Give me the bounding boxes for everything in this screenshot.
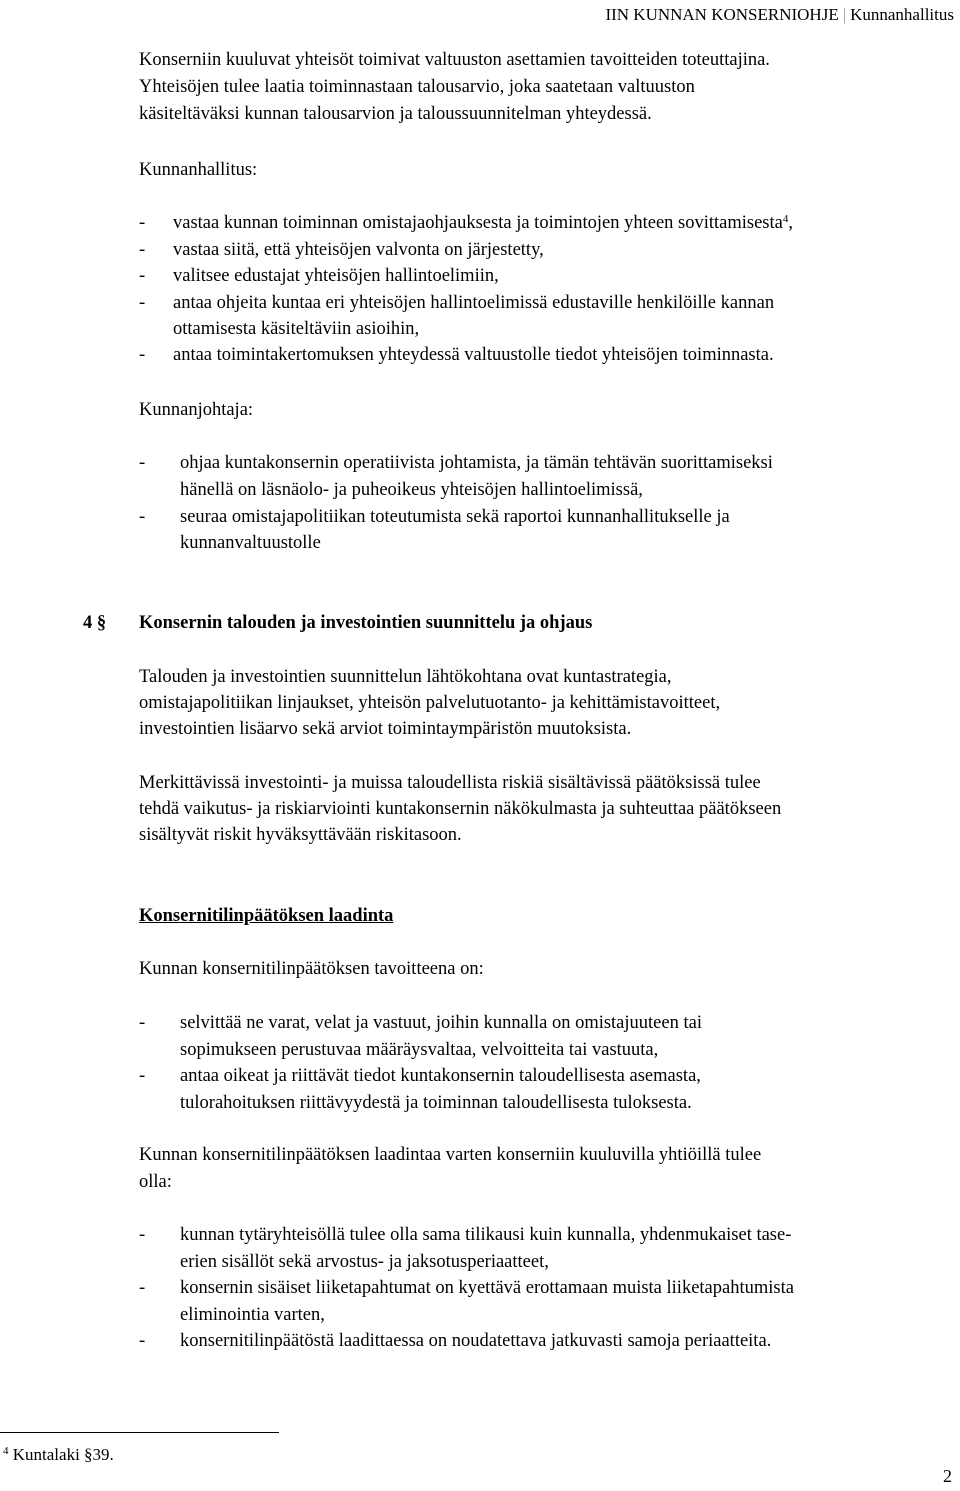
list-dash: - [139,345,146,365]
list-item-text: konsernitilinpäätöstä laadittaessa on noudatettava jatkuvasti samoja periaatteita. [180,1331,772,1351]
footnote-number: 4 [3,1445,9,1457]
list-item-text: vastaa kunnan toiminnan omistajaohjauksesta ja toimintojen yhteen sovittamisesta$^4$, [173,213,793,233]
list-dash: - [139,1225,146,1245]
list-dash: - [139,213,146,233]
list-dash: - [139,507,146,527]
header-title: IIN KUNNAN KONSERNIOHJE [605,5,839,24]
list-item-text: kunnan tytäryhteisöllä tulee olla sama tilikausi kuin kunnalla, yhdenmukaiset tase- [180,1225,792,1245]
list-item-text: antaa ohjeita kuntaa eri yhteisöjen hallintoelimissä edustaville henkilöille kannan [173,293,775,313]
list-dash: - [139,293,146,313]
footnote-rule [0,1432,279,1433]
list-dash: - [139,240,146,260]
header-section: Kunnanhallitus [850,5,954,24]
list-item-text: antaa oikeat ja riittävät tiedot kuntakonsernin taloudellisesta asemasta, [180,1066,701,1086]
paragraph-line: tehdä vaikutus- ja riskiarviointi kuntakonsernin näkökulmasta ja suhteuttaa päätökseen [139,799,782,819]
list-dash: - [139,453,146,473]
goal-label: Kunnan konsernitilinpäätöksen tavoitteena on: [139,959,484,979]
list-item-text: tulorahoituksen riittävyydestä ja toiminnan taloudellisesta tuloksesta. [180,1093,692,1113]
intro-line: käsiteltäväksi kunnan talousarvion ja taloussuunnitelman yhteydessä. [139,104,652,124]
footnote-ref: 4 [782,213,789,225]
kunnanhallitus-label: Kunnanhallitus: [139,160,258,180]
paragraph-line: olla: [139,1172,172,1192]
paragraph-line: Kunnan konsernitilinpäätöksen laadintaa varten konserniin kuuluvilla yhtiöillä tulee [139,1145,762,1165]
page-number: 2 [943,1466,952,1486]
list-item-text: vastaa siitä, että yhteisöjen valvonta on järjestetty, [173,240,544,260]
list-item-text: ottamisesta käsiteltäviin asioihin, [173,319,420,339]
list-dash: - [139,1013,146,1033]
paragraph-line: sisältyvät riskit hyväksyttävään riskitasoon. [139,825,462,845]
paragraph-line: Merkittävissä investointi- ja muissa taloudellista riskiä sisältävissä päätöksissä tulee [139,773,761,793]
intro-line: Konserniin kuuluvat yhteisöt toimivat valtuuston asettamien tavoitteiden toteuttajina. [139,50,770,70]
list-item-text: hänellä on läsnäolo- ja puheoikeus yhteisöjen hallintoelimissä, [180,480,643,500]
list-dash: - [139,266,146,286]
list-item-text: eliminointia varten, [180,1305,325,1325]
intro-line: Yhteisöjen tulee laatia toiminnastaan talousarvio, joka saatetaan valtuuston [139,77,695,97]
kunnanjohtaja-label: Kunnanjohtaja: [139,400,254,420]
list-dash: - [139,1331,146,1351]
subsection-heading: Konsernitilinpäätöksen laadinta [139,906,394,926]
list-item-text: erien sisällöt sekä arvostus- ja jaksotusperiaatteet, [180,1252,549,1272]
paragraph-line: Talouden ja investointien suunnittelun lähtökohtana ovat kuntastrategia, [139,667,672,687]
list-item-text: selvittää ne varat, velat ja vastuut, joihin kunnalla on omistajuuteen tai [180,1013,702,1033]
paragraph-line: investointien lisäarvo sekä arviot toimintaympäristön muutoksista. [139,719,632,739]
list-dash: - [139,1278,146,1298]
paragraph-line: omistajapolitiikan linjaukset, yhteisön palvelutuotanto- ja kehittämistavoitteet, [139,693,721,713]
section-number: 4 § [83,613,107,633]
running-header [605,5,954,25]
footnote-text: Kuntalaki §39. [12,1445,114,1464]
list-item-text: valitsee edustajat yhteisöjen hallintoelimiin, [173,266,499,286]
list-item-text: seuraa omistajapolitiikan toteutumista sekä raportoi kunnanhallitukselle ja [180,507,730,527]
list-item-text: sopimukseen perustuvaa määräysvaltaa, velvoitteita tai vastuuta, [180,1040,659,1060]
list-item-text: konsernin sisäiset liiketapahtumat on kyettävä erottamaan muista liiketapahtumista [180,1278,794,1298]
list-item-text: antaa toimintakertomuksen yhteydessä valtuustolle tiedot yhteisöjen toiminnasta. [173,345,774,365]
list-dash: - [139,1066,146,1086]
list-item-text: ohjaa kuntakonsernin operatiivista johtamista, ja tämän tehtävän suorittamiseksi [180,453,773,473]
list-item-text: kunnanvaltuustolle [180,533,321,553]
section-title: Konsernin talouden ja investointien suunnittelu ja ohjaus [139,613,593,633]
header-separator: | [842,5,847,24]
footnote [3,1445,114,1465]
